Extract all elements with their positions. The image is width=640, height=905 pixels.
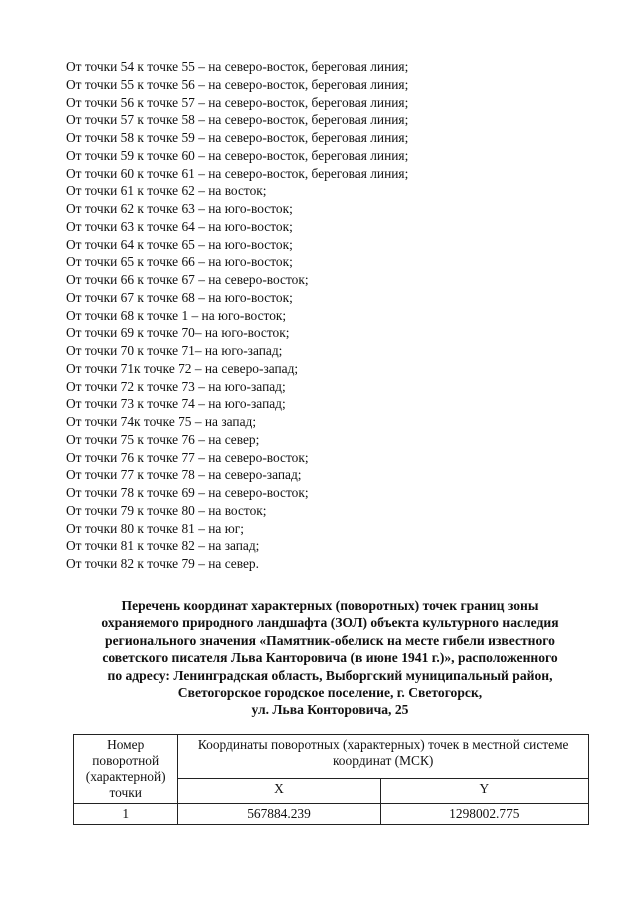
boundary-line: От точки 61 к точке 62 – на восток;: [66, 183, 267, 199]
boundary-line: От точки 78 к точке 69 – на северо-восток;: [66, 485, 309, 500]
boundary-line: От точки 67 к точке 68 – на юго-восток;: [66, 289, 293, 305]
boundary-line: От точки 81 к точке 82 – на запад;: [66, 538, 260, 554]
heading-line: по адресу: Ленинградская область, Выборгский муниципальный район,: [107, 667, 553, 683]
boundary-line: От точки 82 к точке 79 – на север.: [66, 556, 259, 571]
header-point-number: Номер поворотной (характерной) точки: [74, 735, 178, 804]
boundary-line: От точки 64 к точке 65 – на юго-восток;: [66, 236, 293, 252]
table-row: [74, 804, 589, 825]
boundary-line: От точки 63 к точке 64 – на юго-восток;: [66, 218, 293, 234]
boundary-line: От точки 70 к точке 71– на юго-запад;: [66, 343, 283, 358]
boundary-line: От точки 74к точке 75 – на запад;: [66, 414, 257, 429]
boundary-line: От точки 66 к точке 67 – на северо-восток;: [66, 272, 309, 287]
boundary-line: От точки 58 к точке 59 – на северо-восток, береговая линия;: [66, 130, 409, 145]
boundary-line: От точки 57 к точке 58 – на северо-восток, береговая линия;: [66, 112, 409, 128]
header-coordinates: Координаты поворотных (характерных) точек в местной системе координат (МСК): [178, 735, 589, 779]
boundary-line: От точки 55 к точке 56 – на северо-восток, береговая линия;: [66, 76, 409, 92]
heading-line: ул. Льва Конторовича, 25: [251, 702, 409, 718]
boundary-line: От точки 80 к точке 81 – на юг;: [66, 520, 244, 536]
header-x: X: [178, 779, 380, 804]
coordinates-table: [73, 734, 589, 825]
cell-x: 567884.239: [178, 804, 380, 825]
heading-line: Перечень координат характерных (поворотных) точек границ зоны: [121, 598, 539, 613]
boundary-line: От точки 72 к точке 73 – на юго-запад;: [66, 378, 286, 394]
heading-line: советского писателя Льва Канторовича (в июне 1941 г.)», расположенного: [102, 650, 558, 666]
boundary-line: От точки 76 к точке 77 – на северо-восток;: [66, 449, 309, 465]
boundary-line: От точки 69 к точке 70– на юго-восток;: [66, 325, 290, 341]
boundary-line: От точки 65 к точке 66 – на юго-восток;: [66, 254, 293, 270]
coordinates-list-heading: [70, 597, 590, 719]
header-y: Y: [380, 779, 588, 804]
heading-line: охраняемого природного ландшафта (ЗОЛ) объекта культурного наследия: [101, 615, 559, 631]
boundary-line: От точки 71к точке 72 – на северо-запад;: [66, 360, 299, 376]
boundary-line: От точки 54 к точке 55 – на северо-восток, береговая линия;: [66, 59, 409, 74]
boundary-line: От точки 79 к точке 80 – на восток;: [66, 502, 267, 518]
boundary-line: От точки 56 к точке 57 – на северо-восток, береговая линия;: [66, 94, 409, 110]
boundary-line: От точки 75 к точке 76 – на север;: [66, 431, 260, 447]
heading-line: Светогорское городское поселение, г. Светогорск,: [177, 685, 483, 701]
table-header-row: [74, 735, 589, 779]
cell-point-number: 1: [74, 804, 178, 825]
boundary-line: От точки 68 к точке 1 – на юго-восток;: [66, 307, 287, 323]
boundary-line: От точки 62 к точке 63 – на юго-восток;: [66, 201, 293, 216]
boundary-line: От точки 73 к точке 74 – на юго-запад;: [66, 396, 286, 412]
cell-y: 1298002.775: [380, 804, 588, 825]
boundary-description-list: [66, 58, 486, 573]
heading-line: регионального значения «Памятник-обелиск на месте гибели известного: [105, 632, 555, 648]
boundary-line: От точки 77 к точке 78 – на северо-запад;: [66, 467, 302, 483]
boundary-line: От точки 60 к точке 61 – на северо-восток, береговая линия;: [66, 165, 409, 181]
boundary-line: От точки 59 к точке 60 – на северо-восток, береговая линия;: [66, 147, 409, 163]
